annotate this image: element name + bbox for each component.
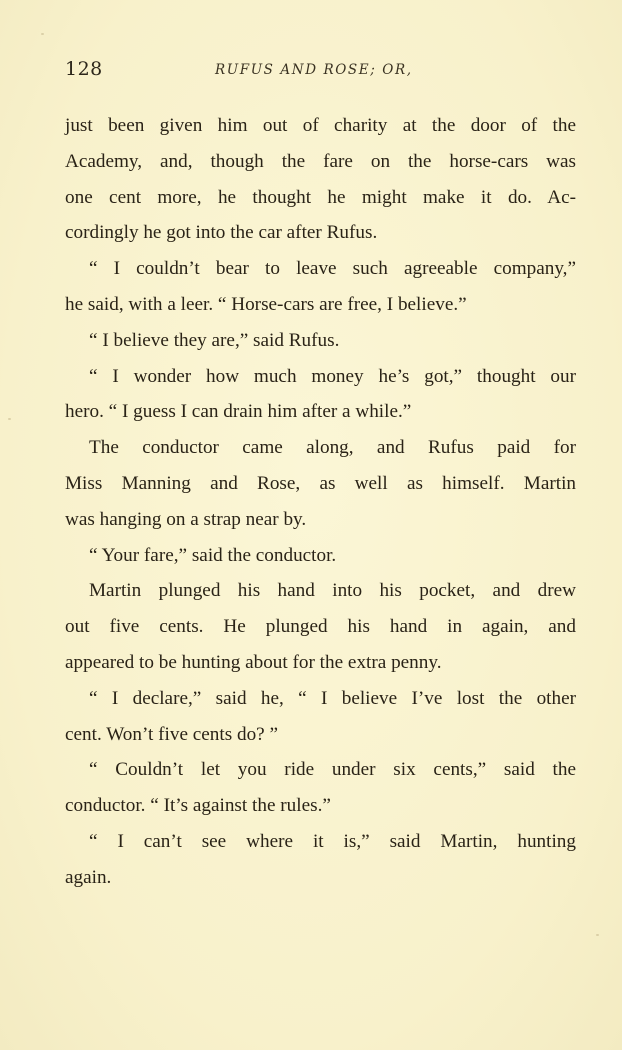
text-line: he said, with a leer. “ Horse-cars are free, I believe.” bbox=[65, 293, 467, 315]
text-line: just been given him out of charity at the door of the bbox=[65, 115, 576, 136]
text-line: “ I declare,” said he, “ I believe I’ve lost the other bbox=[89, 687, 576, 709]
text-line: “ I believe they are,” said Rufus. bbox=[89, 329, 340, 351]
paper-speck bbox=[41, 33, 44, 35]
paper-speck bbox=[8, 418, 11, 420]
text-line: Miss Manning and Rose, as well as himself. Martin bbox=[65, 472, 576, 494]
text-line: Academy, and, though the fare on the horse-cars was bbox=[65, 150, 576, 172]
text-line: again. bbox=[65, 866, 112, 888]
running-head: RUFUS AND ROSE; OR, bbox=[215, 62, 413, 78]
text-line: one cent more, he thought he might make it do. Ac- bbox=[65, 186, 576, 208]
text-line: out five cents. He plunged his hand in again, and bbox=[65, 616, 576, 638]
text-line: “ I wonder how much money he’s got,” thought our bbox=[89, 365, 576, 387]
text-line: Martin plunged his hand into his pocket, and drew bbox=[89, 580, 576, 602]
page-number: 128 bbox=[65, 58, 103, 80]
page-header bbox=[65, 58, 575, 88]
text-line: “ I couldn’t bear to leave such agreeable company,” bbox=[89, 258, 576, 280]
paper-speck bbox=[596, 934, 599, 936]
text-line: hero. “ I guess I can drain him after a while.” bbox=[65, 401, 412, 423]
text-line: “ Couldn’t let you ride under six cents,” said the bbox=[89, 759, 576, 781]
text-line: conductor. “ It’s against the rules.” bbox=[65, 795, 331, 817]
text-line: cent. Won’t five cents do? ” bbox=[65, 723, 279, 745]
text-line: The conductor came along, and Rufus paid for bbox=[89, 437, 576, 459]
text-line: was hanging on a strap near by. bbox=[65, 508, 307, 530]
text-line: cordingly he got into the car after Rufus. bbox=[65, 222, 378, 244]
text-line: “ I can’t see where it is,” said Martin, hunting bbox=[89, 830, 576, 852]
body-text bbox=[65, 108, 576, 896]
text-line: “ Your fare,” said the conductor. bbox=[89, 544, 337, 566]
text-line: appeared to be hunting about for the extra penny. bbox=[65, 651, 442, 673]
